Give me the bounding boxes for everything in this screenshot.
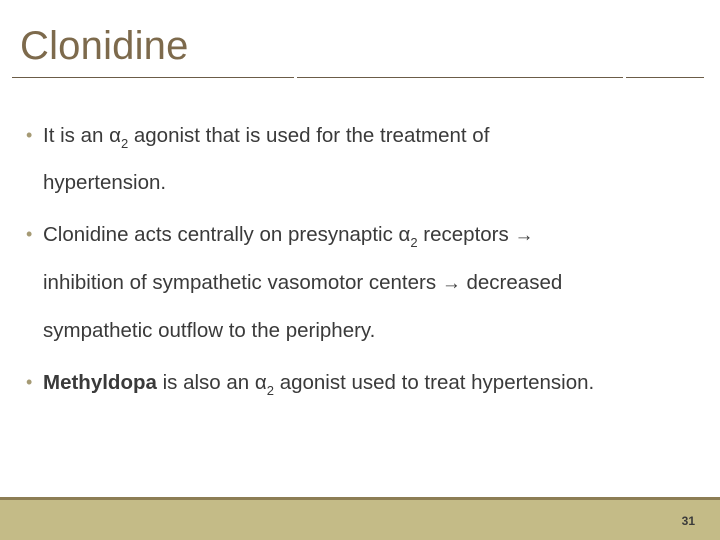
bullet-marker-icon: • [26,372,33,392]
bullet-item-1 [26,112,696,206]
page-number: 31 [681,514,695,528]
bullet-item-2 [26,211,696,354]
bullet-text: decreased [460,271,563,294]
bullet-text: sympathetic outflow to the periphery. [43,319,376,342]
bullet-text: receptors [417,223,515,246]
title-underline-left [12,77,294,78]
bullet-text: hypertension. [43,171,167,194]
bullet-text: agonist that is used for the treatment of [128,124,490,147]
bullet-marker-icon: • [26,224,33,244]
slide-title: Clonidine [20,24,189,68]
subscript: 2 [410,235,418,250]
right-arrow-icon: → [441,273,461,294]
bullet-text: is also an α [156,371,267,394]
footer-band [0,500,720,540]
bold-term: Methyldopa [43,371,157,394]
subscript: 2 [266,383,274,398]
right-arrow-icon: → [514,225,534,246]
subscript: 2 [120,136,129,151]
bullet-list [26,112,696,406]
bullet-text: Clonidine acts centrally on presynaptic α [43,223,411,246]
bullet-text: inhibition of sympathetic vasomotor centers [43,271,442,294]
bullet-marker-icon: • [26,125,33,145]
title-underline-middle [297,77,623,78]
bullet-item-3 [26,359,696,406]
title-underline-right [626,77,704,78]
bullet-text: It is an α [43,124,121,147]
bullet-text: agonist used to treat hypertension. [274,371,595,394]
